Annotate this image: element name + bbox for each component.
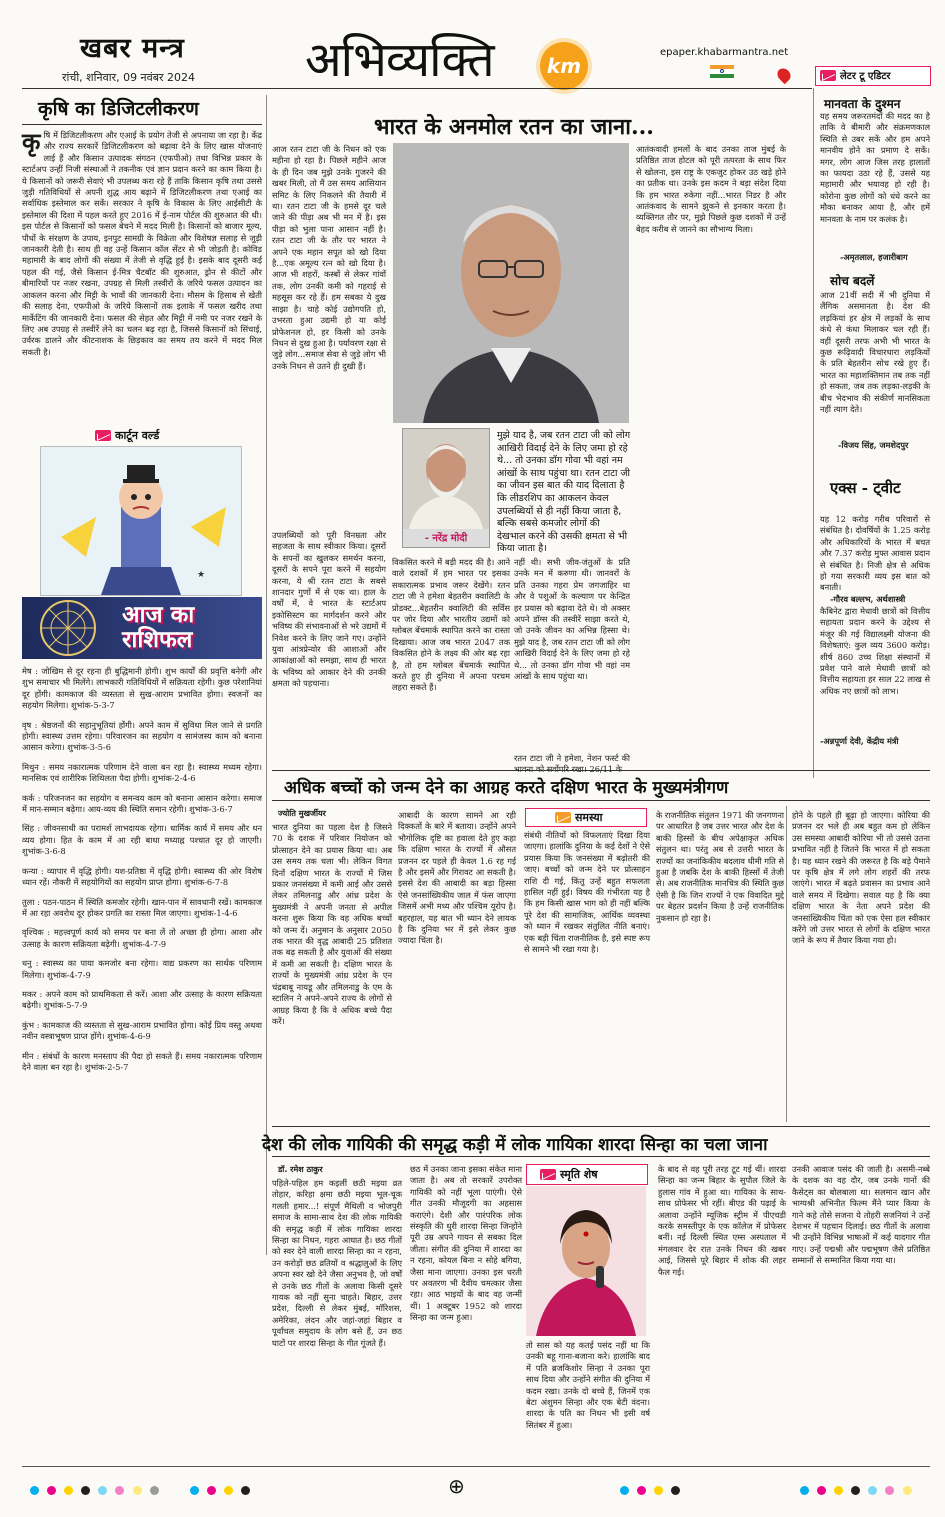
left-col-divider: [266, 95, 267, 1255]
cyan-dot: [620, 1486, 629, 1495]
article2-col-5: होने के पहले ही बूढ़ा हो जाएगा। कोरिया की प्रजनन दर भले ही अब बहुत कम हो लेकिन उस समस्या आबादी कोरिया भी तो उससे उतना प्रभावित नहीं है जितने कि भारत में हो सकता है। यह ध्यान रखने की जरूरत है कि बड़े पैमाने पर कृषि क्षेत्र में लगे लोग शहरों की तरफ जाएंगे। भारत में बढ़ते प्रवासन का प्रभाव आने वाले समय में दिखेगा। सवाल यह है कि क्या दक्षिण भारत के नेता अपने प्रदेश की जनसांख्यिकीय चिंता को एक ऐसा हल स्वीकार करेंगे जो उत्तर भारत से लोगों के दक्षिण भारत जाने के रूप में तैयार किया गया हो।: [792, 810, 930, 946]
letters-tag-label: लेटर टू एडिटर: [840, 71, 891, 82]
article2-author: ज्योति मुखर्जीयर: [278, 809, 326, 818]
cyan-dot: [190, 1486, 199, 1495]
left-headline: कृषि का डिजिटलीकरण: [38, 98, 199, 120]
magenta-dot: [637, 1486, 646, 1495]
yellow-dot: [133, 1486, 142, 1495]
tweet-1-signature: -गौरव बल्लभ, अर्थशास्त्री: [830, 594, 906, 604]
horoscope-entry: तुला : पठन-पाठन में स्थिति कमजोर रहेगी। खान-पान में सावधानी रखें। कामकाज में आ रहा अवरोध दूर होकर प्रगति का रास्ता मिल जाएगा। शुभांक-1-4-6: [22, 896, 262, 918]
horoscope-entry: धनु : स्वास्थ्य का पाया कमजोर बना रहेगा। वाद्य प्रकरण का सार्थक परिणाम मिलेगा। शुभांक-4-7-9: [22, 958, 262, 980]
article2-headline-rule: [272, 800, 930, 801]
horoscope-entry: वृष : श्रेष्ठजनों की सहानुभूतियां होंगी। अपने काम में सुविधा मिल जाने से प्रगति होगी। स्वास्थ्य उत्तम रहेगा। परिवारजन का सहयोग व सामंजस्य काम को बनाना आसान करेगा। शुभांक-3-5-6: [22, 719, 262, 753]
article3-col-3: तो सास को यह कतई पसंद नहीं था कि उनकी बहू गाना-बजाना करे। हालांकि बाद में पति ब्रजकिशोर सिन्हा ने उनका पूरा साथ दिया और उन्होंने संगीत की दुनिया में कदम रखा। उनके दो बच्चे हैं, जिनमें एक बेटा अंशुमन सिन्हा और एक बेटी वंदना। शारदा के पति का निधन भी इसी वर्ष सितंबर में हुआ।: [526, 1340, 650, 1430]
article2-headline: अधिक बच्चों को जन्म देने का आग्रह करते दक्षिण भारत के मुख्यमंत्रीगण: [284, 778, 729, 798]
lead-headline: भारत के अनमोल रतन का जाना...: [374, 114, 654, 140]
masthead-divider: [22, 88, 812, 89]
horoscope-entry: मीन : संबंधों के कारण मनस्ताप की पैदा हो सकते हैं। समय नकारात्मक परिणाम देने वाला बन रहा है। शुभांक-2-5-7: [22, 1050, 262, 1072]
tweet-1: यह 12 करोड़ गरीब परिवारों से संबंधित है। दोवर्षियों के 1.25 करोड़ और अधिकारियों के भारत में बचत और 7.37 करोड़ मुफ्त आवास प्रदान से संबंधित है। निजी क्षेत्र से अधिक हो गया सरकारी व्यय इस बात को बनाती।: [820, 514, 930, 593]
sharda-sinha-photo: [526, 1186, 646, 1336]
article3-col-1: पहिले-पहिल हम कइलीं छठी मइया व्रत तोहार, करिहा क्षमा छठी मइया भूल-चूक गलती हमार...! संपूर्ण मैथिली व भोजपुरी समाज के सामा-साथ देश की लोक गायिकी की समृद्ध कड़ी में लोक गायिका शारदा सिन्हा का निधन, गहरा आघात है। छठ गीतों को स्वर देने वाली शारदा सिन्हा का न रहना, उन करोड़ों छठ व्रतियों व श्रद्धालुओं के लिए अपना स्वर खो देने जैसा अनुभव है, जो वर्षों से उनके छठ गीतों के अलावा किसी दूसरे गायक को नहीं सुना चाहते। बिहार, उत्तर प्रदेश, दिल्ली से लेकर मुंबई, मॉरिशस, अमेरिका, लंदन और जहां-जहां बिहार व पूर्वांचल समुदाय के लोग बसे हैं, उन छठ घाटों पर शारदा सिन्हा के गीत गूंजते हैं।: [272, 1178, 402, 1348]
envelope-icon: [540, 1169, 556, 1180]
cyan-dot: [868, 1486, 877, 1495]
article2-col-4: के राजनीतिक संतुलन 1971 की जनगणना पर आधारित है जब उत्तर भारत और देश के बाकी हिस्सों के बीच अपेक्षाकृत अधिक संतुलन था। परंतु अब से उत्तरी भारत के राज्यों का जनांकिकीय बदलाव धीमी गति से हुआ है जबकि देश के बाकी हिस्सों में तेजी से। अब राजनीतिक मानचित्र की स्थिति कुछ ऐसी है कि जिन राज्यों ने एक विवादित मुद्दे पर बेहतर प्रदर्शन किया है उन्हें राजनीतिक नुकसान हो रहा है।: [656, 810, 784, 923]
color-bar-mid-right: [620, 1480, 683, 1499]
tricolor-icon: [710, 65, 734, 79]
article3-headline: देश की लोक गायिकी की समृद्ध कड़ी में लोक गायिका शारदा सिन्हा का चला जाना: [262, 1135, 768, 1155]
color-bar-left: [30, 1480, 162, 1499]
dateline: रांची, शनिवार, 09 नवंबर 2024: [62, 71, 196, 84]
km-logo: [540, 42, 588, 90]
black-dot: [851, 1486, 860, 1495]
lead-col-2: उपलब्धियों को पूरी विनम्रता और सहजता के साथ स्वीकार किया। दूसरों के सपनों का खुलकर समर्थन करना, दूसरों के सपने पूरा करने में सहयोग करना, ये श्री रतन टाटा के सबसे शानदार गुणों में से एक था। हाल के वर्षों में, वे भारत के स्टार्टअप इकोसिस्टम का मार्गदर्शन करने और भविष्य की संभावनाओं से भरे उद्यमों में निवेश करने के लिए जाने गए। उन्होंने युवा आंत्रप्रेन्योर की आशाओं और आकांक्षाओं को समझा, साथ ही भारत के भविष्य को आकार देने की उनकी क्षमता को पहचाना।: [272, 530, 386, 689]
letters-tag: [820, 68, 891, 82]
gray-dot: [150, 1486, 159, 1495]
magenta-dot: [115, 1486, 124, 1495]
black-dot: [81, 1486, 90, 1495]
yellow-dot: [834, 1486, 843, 1495]
envelope-icon: [95, 430, 111, 441]
magenta-dot: [885, 1486, 894, 1495]
magenta-dot: [47, 1486, 56, 1495]
cartoon-drawing: [41, 447, 241, 595]
tweet-title: एक्स - ट्वीट: [830, 479, 901, 497]
article2-col-1: भारत दुनिया का पहला देश है जिसने 70 के दशक में परिवार नियोजन को प्रोत्साहन देने का प्रयास किया था। अब उस समय तक चला भी। लेकिन विगत दिनों दक्षिण भारत के राज्यों में जिस प्रकार जनसंख्या में कमी आई और उससे लेकर तमिलनाडु और आंध्र प्रदेश के मुख्यमंत्री ने अपनी जनता से अपील करना शुरू किया कि वह अधिक बच्चों को जन्म दें। अनुमान के अनुसार 2050 तक भारत की वृद्ध आबादी 25 प्रतिशत तक बढ़ सकती है और युवाओं की संख्या में कमी आ सकती है। दक्षिण भारत के राज्यों के मुख्यमंत्री आंध्र प्रदेश के एन चंद्रबाबू नायडू और तमिलनाडु के एम के स्टालिन ने अपने-अपने राज्य के लोगों से आग्रह किया है कि वे अधिक बच्चे पैदा करें।: [272, 822, 392, 1026]
cyan-dot: [800, 1486, 809, 1495]
yellow-dot: [654, 1486, 663, 1495]
yellow-dot: [64, 1486, 73, 1495]
letter-2-body: आज 21वीं सदी में भी दुनिया में लैंगिक असमानता है। देश की लड़कियां हर क्षेत्र में लड़कों के साथ कंधे से कंधा मिलाकर चल रही हैं। वहीं दूसरी तरफ अभी भी भारत के कुछ रूढ़िवादी विचारधारा लड़कियों के प्रति बेहतरीन सोच रखे हुए हैं। भारत का महाशक्तिमान तब तक नहीं हो सकता, जब तक लड़का-लड़की के बीच भेदभाव की संकीर्ण मानसिकता नहीं त्याग देते।: [820, 290, 930, 415]
tweet-2-signature: -अन्नपूर्णा देवी, केंद्रीय मंत्री: [820, 736, 899, 746]
article3-top-rule: [272, 1126, 930, 1127]
article3-headline-rule: [272, 1156, 930, 1157]
problem-tag: [555, 810, 603, 825]
color-bar-mid-left: [190, 1480, 253, 1499]
epaper-url[interactable]: epaper.khabarmantra.net: [660, 47, 789, 58]
article2-right-divider: [786, 806, 787, 1122]
yellow-dot: [224, 1486, 233, 1495]
smriti-tag-label: स्मृति शेष: [560, 1168, 598, 1181]
article2-col-2: आबादी के कारण सामने आ रही दिक्कतों के बारे में बताया। उन्होंने अपने भौगोलिक दृष्टि का हवाला देते हुए कहा कि दक्षिण भारत के राज्यों में औसत प्रजनन दर पहले ही केवल 1.6 रह गई है और इसमें और गिरावट आ सकती है। इससे देश की आबादी का बड़ा हिस्सा ऐसे जनसांख्यिकीय जाल में फंस जाएगा जिसमें अभी मध्य और पश्चिम यूरोप है। बहरहाल, यह बात भी ध्यान देने लायक है कि दुनिया भर में इसे लेकर कुछ ज्यादा चिंता है।: [398, 810, 516, 946]
left-article-body: षि में डिजिटलीकरण और एआई के प्रयोग तेजी से अपनाया जा रहा है। केंद्र और राज्य सरकारें डिजिटलीकरण को बढ़ावा देने के लिए खास योजनाएं लाई हैं और किसान उत्पादक संगठन (एफपीओ) तथा विभिन्न प्रकार के स्टार्टअप उन्हीं निजी संस्थाओं ने तकनीक एवं ज्ञान प्रदान करने का काम किया है। ये किसानों को जरूरी सेवाएं भी उपलब्ध करा रहे हैं ताकि किसान कृषि तथा उससे जुड़ी गतिविधियों से अपनी शुद्ध आय बढ़ाने में डिजिटलीकरण तथा एआई का सर्वाधिक इस्तेमाल कर सकें। सरकार ने कृषि के विकास के लिए आईसीटी के इस्तेमाल की दिशा में पहल करते हुए 2016 में ई-नाम पोर्टल की शुरुआत की थी। इस पोर्टल से किसानों को फसल बेचने में मदद मिली है। किसानों को बाजार मूल्य, पौधों के संरक्षण के उपाय, इनपुट सामग्री के विक्रेता और विशेषज्ञ सलाह से जुड़ी जानकारी देती है। साथ ही वह उन्हें किसान कॉल सेंटर से भी जोड़ती है। कोविड महामारी के बाद लोगों की संख्या में तेजी से वृद्धि हुई है। इसके बाद दूसरी कई पहल की गई, जैसे किसान ई-मित्र चैटबॉट की शुरुआत, ड्रोन से कीटों और बीमारियों पर नजर रखना, उपग्रह से मिली तस्वीरों के जरिये फसल उत्पादन का आकलन करना और मिट्टी के भावों की जानकारी देना। मौसम के हिसाब से खेती की सलाह देना, एफपीओ के जरिये किसानों तक इलाके में फसल खरीद तथा मार्केटिंग की जानकारी देना। फसल की सेहत और मिट्टी में नमी पर नजर रखने के लिए अब उपग्रह से तस्वीरें लेने का चलन बढ़ रहा है, जिससे किसानों को सिंचाई, उर्वरक डालने और कीटनाशक के छिड़काव का समय तय करने में मदद मिल सकती है।: [22, 130, 262, 357]
lead-quote: मुझे याद है, जब रतन टाटा जी को लोग आखिरी विदाई देने के लिए जमा हो रहे थे... तो उनका डॉग गोवा भी वहां नम आंखों के साथ पहुंचा था। रतन टाटा जी का जीवन इस बात की याद दिलाता है कि लीडरशिप का आकलन केवल उपलब्धियों से ही नहीं किया जाता है, बल्कि सबसे कमजोर लोगों की देखभाल करने की उसकी क्षमता से भी किया जाता है।: [497, 430, 631, 555]
horoscope-entry: कुंभ : कामकाज की व्यस्तता से सुख-आराम प्रभावित होगा। कोई प्रिय वस्तु अथवा नवीन वस्त्राभूषण प्राप्त होंगे। शुभांक-4-6-9: [22, 1019, 262, 1042]
letter-1-title: मानवता के दुश्मन: [824, 97, 901, 111]
lead-signature: रतन टाटा जी ने हमेशा, नेशन फर्स्ट की: [514, 753, 630, 763]
horoscope-entry: मेष : जोखिम से दूर रहना ही बुद्धिमानी होगी। शुभ कार्यों की प्रवृत्ति बनेगी और शुभ समाचार भी मिलेंगे। लाभकारी गतिविधियों में सक्रियता रहेगी। कुछ परेशानियां दूर होंगी। कामकाज की व्यस्तता से सुख-आराम प्रभावित होगा। स्वजनों का सहयोग मिलेगा। शुभांक-5-3-7: [22, 666, 262, 711]
lead-col-3: विकसित करने में बड़ी मदद की है। आने वाले दशकों में हम भारत पर इसका सकारात्मक प्रभाव जरूर देखेंगे। रतन टाटा जी ने हमेशा बेहतरीन क्वालिटी के प्रोडक्ट...बेहतरीन क्वालिटी की सर्विस पर जोर दिया और भारतीय उद्यमों को ग्लोबल बेंचमार्क स्थापित करने का रास्ता दिखाया। आज जब भारत 2047 तक विकसित होने के लक्ष्य की ओर बढ़ रहा है, तो हम ग्लोबल बेंचमार्क स्थापित करते हुए ही दुनिया में अपना परचम लहरा सकते हैं।: [392, 557, 510, 693]
cartoon-tag-label: कार्टून वर्ल्ड: [115, 429, 160, 442]
cyan-dot: [98, 1486, 107, 1495]
horoscope-entry: मकर : अपने काम को प्राथमिकता से करें। आशा और उत्साह के कारण सक्रियता बढ़ेगी। शुभांक-5-7-9: [22, 988, 262, 1011]
yellow-dot: [903, 1486, 912, 1495]
color-bar-right: [800, 1480, 915, 1499]
horoscope-entry: मिथुन : समय नकारात्मक परिणाम देने वाला बन रहा है। स्वास्थ्य मध्यम रहेगा। मानसिक एवं शारीरिक शिथिलता पैदा होगी। शुभांक-2-4-6: [22, 761, 262, 784]
svg-text:★: ★: [197, 570, 206, 580]
letter-2-title: सोच बदलें: [830, 274, 875, 288]
problem-tag-label: समस्या: [575, 811, 603, 824]
horoscope-banner-text: आज का राशिफल: [122, 602, 195, 653]
modi-portrait: [403, 429, 489, 529]
article2-top-rule: [272, 770, 930, 771]
black-dot: [241, 1486, 250, 1495]
cartoon-image: [40, 446, 242, 596]
lead-col-1: आज रतन टाटा जी के निधन को एक महीना हो रहा है। पिछले महीने आज के ही दिन जब मुझे उनके गुजरने की खबर मिली, तो मैं उस समय आसियान समिट के लिए निकलने की तैयारी में था। रतन टाटा जी के हमसे दूर चले जाने की पीड़ा अब भी मन में है। इस पीड़ा को भुला पाना आसान नहीं है। रतन टाटा जी के तौर पर भारत ने अपने एक महान सपूत को खो दिया है...एक अमूल्य रत्न को खो दिया है। आज भी शहरों, कस्बों से लेकर गांवों तक, लोग उनकी कमी को गहराई से महसूस कर रहे हैं। हम सबका ये दुख साझा है। चाहे कोई उद्योगपति हो, उभरता हुआ उद्यमी हो या कोई प्रोफेशनल हो, हर किसी को उनके निधन से दुख हुआ है। पर्यावरण रक्षा से जुड़े लोग...समाज सेवा से जुड़े लोग भी उनके निधन से उतने ही दुखी हैं।: [272, 144, 386, 371]
flame-icon: [775, 66, 793, 84]
letter-1-signature: -अमृतलाल, हजारीबाग: [840, 252, 908, 262]
letter-2-signature: -विजय सिंह, जमशेदपुर: [838, 440, 909, 450]
magenta-dot: [207, 1486, 216, 1495]
drop-cap: कृ: [22, 127, 41, 156]
portrait-drawing: [393, 143, 629, 423]
cyan-dot: [30, 1486, 39, 1495]
horoscope-list: [22, 666, 262, 1458]
left-article: [22, 127, 262, 422]
section-title: अभिव्यक्ति: [305, 32, 494, 88]
lead-right-divider: [813, 88, 814, 778]
article3-col-2: छठ में उनका जाना इसका संकेत माना जाता है। अब तो सरकारें उपरोक्त गायिकी को नहीं भूला पाएंगी। ऐसे गीत उनकी मौजूदगी का अहसास कराएंगे। देशी और पारंपरिक लोक संस्कृति की धुरी शारदा सिन्हा जिन्होंने पूरी उम्र अपने गायन से सबका दिल जीता। संगीत की दुनिया में शारदा का न रहना, कोयल बिना न सोहे बगिया, जैसा माना जाएगा। उनका इस धरती पर अवतरण भी दैवीय चमत्कार जैसा रहा। आठ भाइयों के बाद वह जन्मीं थीं। 1 अक्टूबर 1952 को शारदा सिन्हा का जन्म हुआ।: [410, 1164, 522, 1323]
magenta-dot: [817, 1486, 826, 1495]
modi-photo: [402, 428, 490, 548]
ratan-tata-photo: [393, 143, 629, 423]
horoscope-entry: सिंह : जीवनसाथी का परामर्श लाभदायक रहेगा। धार्मिक कार्य में समय और धन व्यय होगा। हित के काम में आ रही बाधा मध्याह्न पश्चात दूर हो जाएगी। शुभांक-3-6-8: [22, 823, 262, 857]
article3-col-5: उनकी आवाज पसंद की जाती है। असमी-नब्बे के दशक का वह दौर, जब उनके गानों की कैसेट्स का बोलबाला था। सलमान खान और भाग्यश्री अभिनीत फिल्म मैंने प्यार किया के गाने कहे तोसे सजना ये तोहरी सजनियां ने उन्हें देशभर में पहचान दिलाई। छठ गीतों के अलावा भी उन्होंने विभिन्न भाषाओं में कई यादगार गीत गाए। उन्हें पद्मश्री और पद्मभूषण जैसे प्रतिष्ठित सम्मानों से सम्मानित किया गया था।: [792, 1164, 930, 1266]
horoscope-entry: कन्या : व्यापार में वृद्धि होगी। यश-प्रतिष्ठा में वृद्धि होगी। स्वास्थ्य की ओर विशेष ध्यान रहें। नौकरी में सहयोगियों का सहयोग प्राप्त होगा। शुभांक-6-7-8: [22, 865, 262, 888]
envelope-icon: [555, 812, 571, 823]
left-headline-rule: [22, 124, 262, 125]
footer-rule: [22, 1466, 930, 1467]
zodiac-wheel-icon: [26, 597, 116, 659]
horoscope-entry: वृश्चिक : महत्त्वपूर्ण कार्य को समय पर बना लें तो अच्छा ही होगा। आशा और उत्साह के कारण सक्रियता बढ़ेगी। शुभांक-4-7-9: [22, 927, 262, 949]
letter-1-body: यह समय जरूरतमंदों की मदद का है ताकि वे बीमारी और संक्रमणकाल स्थिति से उबर सकें और हम अपने मानवीय होने का प्रमाण दे सकें। मगर, लोग आज जिस तरह हालातों का फायदा उठा रहे हैं, उससे यह महामारी और भयावह हो रही है। कोरोना कुछ लोगों को धंधे करने का मौका बनाकर आया है, और हमें मानवता के नाम पर कलंक है।: [820, 111, 930, 224]
horoscope-entry: कर्क : परिजनजन का सहयोग व समन्वय काम को बनाना आसान करेगा। समाज में मान-सम्मान बढ़ेगा। आय-व्यय की स्थिति समान रहेगी। शुभांक-3-6-7: [22, 792, 262, 815]
envelope-icon: [820, 70, 836, 81]
lead-col-5: आतंकवादी हमलों के बाद उनका ताज मुंबई के प्रतिष्ठित ताज होटल को पूरी तत्परता के साथ फिर से खोलना, इस राष्ट्र के एकजुट होकर उठ खड़े होने का प्रतीक था। उनके इस कदम ने बड़ा संदेश दिया कि हम भारत रुकेगा नहीं...भारत निडर है और आतंकवाद के सामने झुकने से इनकार करता है। व्यक्तिगत तौर पर, मुझे पिछले कुछ दशकों में उन्हें बेहद करीब से जानने का सौभाग्य मिला।: [636, 144, 786, 234]
km-logo-text: km: [546, 54, 582, 78]
sharda-portrait: [526, 1186, 646, 1336]
black-dot: [671, 1486, 680, 1495]
smriti-tag: [540, 1167, 598, 1182]
lead-col-4: नहीं थी। सभी जीव-जंतुओं के प्रति उनके मन में करुणा थी। जानवरों के प्रति उनका गहरा प्रेम जगजाहिर था और वे पशुओं के कल्याण पर केन्द्रित हर प्रयास को बढ़ावा देते थे। वो अक्सर अपने डॉग्स की तस्वीरें साझा करते थे, जो उनके जीवन का अभिन्न हिस्सा थे। मुझे याद है, जब रतन टाटा जी को लोग आखिरी विदाई देने के लिए जमा हो रहे थे... तो उनका डॉग गोवा भी वहां नम आंखों के साथ पहुंचा था।: [514, 557, 630, 682]
registration-mark-icon: ⊕: [448, 1474, 465, 1498]
paper-name: खबर मन्त्र: [80, 33, 185, 64]
quote-author: - नरेंद्र मोदी: [424, 533, 468, 544]
article3-col-4: के बाद से वह पूरी तरह टूट गई थीं। शारदा सिन्हा का जन्म बिहार के सुपौल जिले के हुलास गांव में हुआ था। गायिका के साथ-साथ प्रोफेसर भी रहीं। बीएड की पढ़ाई के अलावा उन्होंने म्यूजिक स्ट्रीम में पीएचडी करके समस्तीपुर के एक कॉलेज में प्रोफेसर बनीं। नई दिल्ली स्थित एम्स अस्पताल में मंगलवार देर रात उनके निधन की खबर आई, जिससे पूरे बिहार में शोक की लहर फैल गई।: [658, 1164, 786, 1277]
tweet-2: कैबिनेट द्वारा मेधावी छात्रों को वित्तीय सहायता प्रदान करने के उद्देश्य से मंजूर की गई विद्यालक्ष्मी योजना की विशेषताएं: कुल व्यय 3600 करोड़। शीर्ष 860 उच्च शिक्षा संस्थानों में प्रवेश पाने वाले मेधावी छात्रों को वित्तीय सहायता हर साल 22 लाख से अधिक नए छात्रों को लाभ।: [820, 606, 930, 696]
horoscope-banner: [22, 597, 262, 659]
article3-author: डॉ. रमेश ठाकुर: [278, 1165, 323, 1174]
cartoon-tag: [95, 428, 159, 443]
article2-col-3: संबंधी नीतियों को विफलताएं दिखा दिया जाएगा। हालांकि दुनिया के कई देशों ने ऐसे प्रयास किया कि जनसंख्या में बढ़ोतरी की जाए। बच्चों को जन्म देने पर प्रोत्साहन राशि दी गई, किंतु उन्हें बहुत सफलता हासिल नहीं हुई। विषय की गंभीरता यह है कि हम किसी खास भाग को ही नहीं बल्कि पूरे देश की सामाजिक, आर्थिक व्यवस्था को ध्यान में रखकर संतुलित नीति बनाएं। एक बड़ी चिंता राजनीतिक है, इसे स्पष्ट रूप से सामने भी रखा गया है।: [524, 830, 650, 955]
